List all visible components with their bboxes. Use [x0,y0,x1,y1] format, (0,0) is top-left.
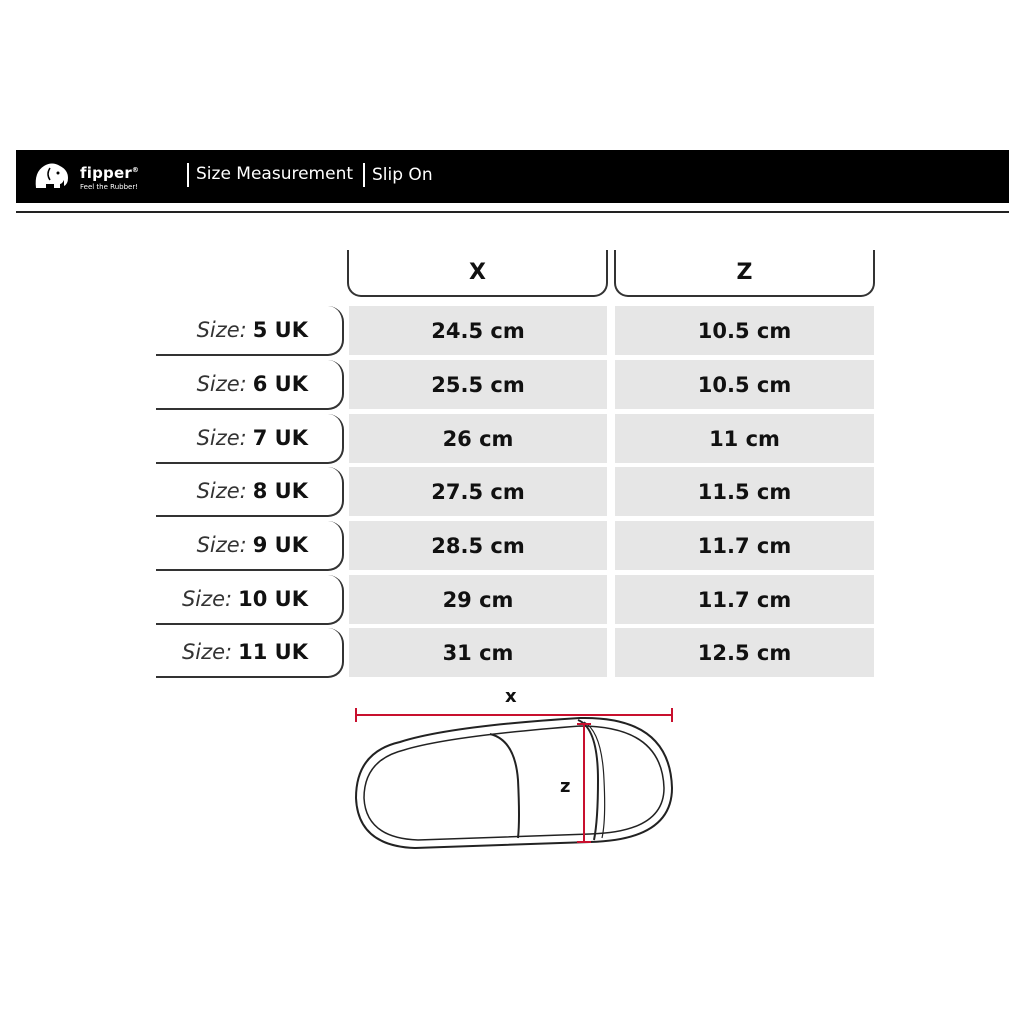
cell-x: 26 cm [349,414,607,463]
cell-x: 25.5 cm [349,360,607,409]
cell-z: 11.5 cm [615,467,874,516]
page-title: Size Measurement [196,164,354,184]
size-label: Size: 6 UK [156,360,344,410]
size-label: Size: 5 UK [156,306,344,356]
cell-x: 28.5 cm [349,521,607,570]
header-bar [16,150,1009,203]
size-label: Size: 7 UK [156,414,344,464]
brand-tagline: Feel the Rubber! [80,183,139,191]
elephant-icon [32,158,72,192]
column-header-z: Z [614,250,875,297]
brand-name: fipper® [80,164,140,182]
size-label: Size: 11 UK [156,628,344,678]
page-subtitle: Slip On [372,165,433,185]
cell-z: 10.5 cm [615,306,874,355]
x-dimension-label: x [505,686,517,707]
cell-x: 31 cm [349,628,607,677]
z-dimension-label: z [560,776,571,797]
header-separator [363,163,365,187]
slipper-outline-icon [340,680,700,860]
cell-x: 27.5 cm [349,467,607,516]
cell-x: 24.5 cm [349,306,607,355]
size-label: Size: 9 UK [156,521,344,571]
slipper-diagram [340,680,700,860]
cell-z: 10.5 cm [615,360,874,409]
cell-x: 29 cm [349,575,607,624]
column-header-x: X [347,250,608,297]
size-label: Size: 8 UK [156,467,344,517]
header-separator [187,163,189,187]
cell-z: 12.5 cm [615,628,874,677]
size-label: Size: 10 UK [156,575,344,625]
header-divider [16,211,1009,213]
cell-z: 11 cm [615,414,874,463]
cell-z: 11.7 cm [615,575,874,624]
brand-logo [32,156,172,196]
cell-z: 11.7 cm [615,521,874,570]
